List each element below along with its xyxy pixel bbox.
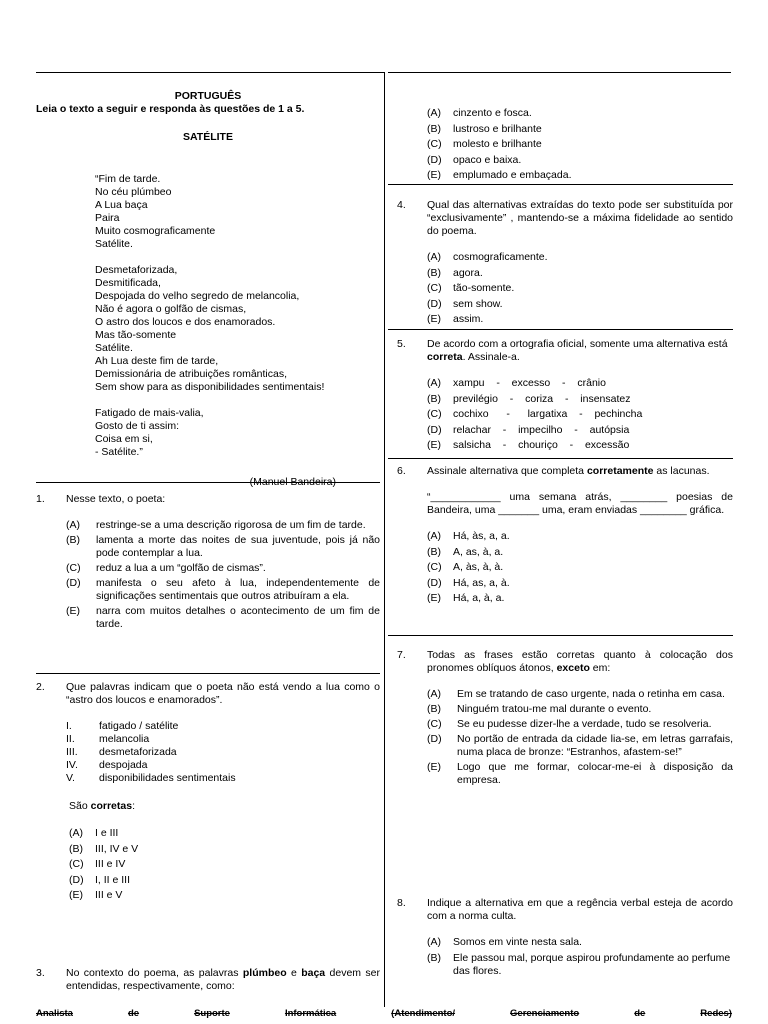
option-d[interactable]: (D) relachar - impecilho - autópsia	[427, 423, 630, 436]
footer-word: Analista	[36, 1008, 73, 1019]
option-a[interactable]: (A) Em se tratando de caso urgente, nada o retinha em casa.	[427, 688, 725, 700]
poem-line: No céu plúmbeo	[95, 186, 172, 198]
question-text: Qual das alternativas extraídas do texto pode ser substituída por “exclusivamente” , mantendo-se a máxima fidelidade ao sentido do poema.	[427, 199, 733, 237]
option-d[interactable]: (D) Há, as, a, à.	[427, 576, 510, 589]
footer-word: de	[127, 1008, 140, 1019]
question-1	[36, 493, 380, 633]
question-6	[397, 465, 733, 608]
poem-line: A Lua baça	[95, 199, 148, 211]
poem-line: Coisa em si,	[95, 433, 153, 445]
option-a[interactable]: (A) restringe-se a uma descrição rigorosa de um fim de tarde.	[66, 519, 366, 531]
option-e[interactable]: (E) narra com muitos detalhes o acontecimento de um fim de tarde.	[66, 605, 380, 630]
question-number: 4.	[397, 199, 406, 211]
rule-after-q6	[388, 635, 733, 636]
option-c[interactable]: (C) tão-somente.	[427, 282, 515, 294]
option-c[interactable]: (C) A, às, à, à.	[427, 561, 504, 573]
option-c[interactable]: (C) cochixo - largatixa - pechincha	[427, 408, 643, 420]
poem-line: - Satélite.”	[95, 446, 143, 458]
question-8-options	[427, 936, 733, 978]
rule-after-q4	[388, 329, 733, 330]
correct-prompt: São corretas:	[69, 800, 135, 812]
question-5	[397, 338, 733, 455]
option-b[interactable]: (B) A, as, à, a.	[427, 545, 504, 558]
poem-line: Demissionária de atribuições românticas,	[95, 368, 287, 380]
poem-title: SATÉLITE	[183, 131, 233, 143]
poem-stanza-1	[95, 173, 380, 251]
option-b[interactable]: (B) lustroso e brilhante	[427, 122, 542, 135]
option-b[interactable]: (B) Ele passou mal, porque aspirou profundamente ao perfume das flores.	[427, 951, 731, 977]
question-text: Assinale alternativa que completa corretamente as lacunas.	[427, 465, 710, 477]
question-text: Todas as frases estão corretas quanto à colocação dos pronomes oblíquos átonos, exceto em:	[427, 649, 733, 674]
question-6-options	[427, 530, 733, 605]
poem-line: Gosto de ti assim:	[95, 420, 180, 432]
option-b[interactable]: (B) lamenta a morte das noites de sua juventude, pois já não pode contemplar a lua.	[66, 534, 380, 559]
option-e[interactable]: (E) Logo que me formar, colocar-me-ei à disposição da empresa.	[427, 761, 733, 786]
option-b[interactable]: (B) III, IV e V	[69, 842, 139, 855]
option-d[interactable]: (D) sem show.	[427, 297, 503, 310]
option-e[interactable]: (E) salsicha - chouriço - excessão	[427, 439, 630, 451]
poem-stanza-3	[95, 407, 380, 459]
option-b[interactable]: (B) previlégio - coriza - insensatez	[427, 392, 631, 405]
poem-line: Despojada do velho segredo de melancolia,	[95, 290, 300, 302]
option-c[interactable]: (C) Se eu pudesse dizer-lhe a verdade, tudo se resolveria.	[427, 718, 712, 730]
roman-item: III. desmetaforizada	[66, 746, 177, 758]
option-b[interactable]: (B) agora.	[427, 266, 483, 279]
roman-items	[66, 720, 380, 785]
question-3-options	[427, 107, 733, 182]
question-number: 5.	[397, 338, 406, 350]
option-c[interactable]: (C) reduz a lua a um “golfão de cismas”.	[66, 562, 266, 574]
fill-in-sentence: “____________ uma semana atrás, ________ poesias de Bandeira, uma _______ uma, eram enviadas ________ gráfica.	[427, 491, 733, 516]
option-b[interactable]: (B) Ninguém tratou-me mal durante o evento.	[427, 703, 652, 715]
footer-word: de	[634, 1008, 646, 1019]
left-column	[36, 90, 380, 992]
option-c[interactable]: (C) III e IV	[69, 858, 126, 870]
roman-item: IV. despojada	[66, 759, 148, 771]
question-number: 1.	[36, 493, 45, 505]
option-d[interactable]: (D) No portão de entrada da cidade lia-se, em letras garrafais, numa placa de bronze: “Estranhos, afastem-se!”	[427, 733, 733, 758]
question-7-options	[427, 688, 733, 787]
footer-word: Gerenciamento	[510, 1008, 580, 1019]
option-a[interactable]: (A) cosmograficamente.	[427, 251, 548, 263]
poem-line: O astro dos loucos e dos enamorados.	[95, 316, 276, 328]
option-d[interactable]: (D) I, II e III	[69, 873, 131, 886]
option-e[interactable]: (E) Há, a, à, a.	[427, 592, 505, 604]
roman-item: II. melancolia	[66, 733, 150, 745]
question-number: 8.	[397, 897, 406, 909]
poem-line: Fatigado de mais-valia,	[95, 407, 204, 419]
question-text: Indique a alternativa em que a regência verbal esteja de acordo com a norma culta.	[427, 897, 733, 922]
poem-line: Paira	[95, 212, 120, 224]
question-number: 3.	[36, 967, 45, 979]
option-a[interactable]: (A) cinzento e fosca.	[427, 107, 532, 119]
option-d[interactable]: (D) opaco e baixa.	[427, 153, 522, 166]
option-e[interactable]: (E) assim.	[427, 313, 484, 325]
footer-word: (Atendimento/	[391, 1008, 456, 1019]
top-rule-right	[388, 72, 731, 73]
question-5-options	[427, 377, 733, 452]
poem	[95, 173, 380, 459]
footer-word: Informática	[284, 1008, 337, 1019]
question-4-options	[427, 251, 733, 326]
option-a[interactable]: (A) Somos em vinte nesta sala.	[427, 936, 582, 948]
poem-line: Ah Lua deste fim de tarde,	[95, 355, 219, 367]
rule-after-q5	[388, 458, 733, 459]
footer-word: Suporte	[194, 1008, 230, 1019]
poem-line: Desmitificada,	[95, 277, 161, 289]
option-d[interactable]: (D) manifesta o seu afeto à lua, independentemente de significações sentimentais que outros atribuíram a ela.	[66, 577, 380, 602]
option-a[interactable]: (A) Há, às, a, a.	[427, 530, 510, 542]
question-2	[36, 681, 380, 905]
option-e[interactable]: (E) emplumado e embaçada.	[427, 169, 572, 181]
question-text: No contexto do poema, as palavras plúmbeo e baça devem ser entendidas, respectivamente, como:	[66, 967, 380, 992]
poem-line: Não é agora o golfão de cismas,	[95, 303, 247, 315]
option-a[interactable]: (A) xampu - excesso - crânio	[427, 377, 606, 389]
poem-line: Desmetaforizada,	[95, 264, 178, 276]
question-number: 2.	[36, 681, 45, 693]
question-text: Que palavras indicam que o poeta não está vendo a lua como o “astro dos loucos e enamorados”.	[66, 681, 380, 706]
roman-item: I. fatigado / satélite	[66, 720, 179, 732]
question-1-options	[66, 519, 380, 631]
question-3	[36, 967, 380, 993]
poem-line: Mas tão-somente	[95, 329, 177, 341]
question-number: 7.	[397, 649, 406, 661]
question-8	[397, 897, 733, 980]
top-rule	[36, 72, 384, 73]
question-text: De acordo com a ortografia oficial, somente uma alternativa está correta. Assinale-a.	[427, 338, 728, 363]
rule-after-q1	[36, 673, 380, 674]
poem-line: Satélite.	[95, 238, 133, 250]
poem-line: Muito cosmograficamente	[95, 225, 216, 237]
poem-author: (Manuel Bandeira)	[249, 476, 336, 488]
roman-item: V. disponibilidades sentimentais	[66, 772, 236, 784]
question-7	[397, 649, 733, 789]
page-footer	[36, 1007, 732, 1020]
question-text: Nesse texto, o poeta:	[66, 493, 166, 505]
option-c[interactable]: (C) molesto e brilhante	[427, 138, 542, 150]
poem-stanza-2	[95, 264, 380, 394]
right-column	[397, 107, 733, 977]
poem-line: Sem show para as disponibilidades sentimentais!	[95, 381, 325, 393]
subject-heading: PORTUGUÊS	[174, 90, 242, 102]
footer-word: Redes)	[700, 1008, 732, 1019]
poem-line: Satélite.	[95, 342, 133, 354]
question-4	[397, 199, 733, 329]
instruction: Leia o texto a seguir e responda às questões de 1 a 5.	[36, 103, 305, 115]
question-number: 6.	[397, 465, 406, 477]
poem-line: “Fim de tarde.	[95, 173, 161, 185]
column-divider	[384, 72, 385, 1007]
question-2-options	[69, 827, 380, 902]
option-e[interactable]: (E) III e V	[69, 889, 123, 901]
option-a[interactable]: (A) I e III	[69, 827, 119, 839]
